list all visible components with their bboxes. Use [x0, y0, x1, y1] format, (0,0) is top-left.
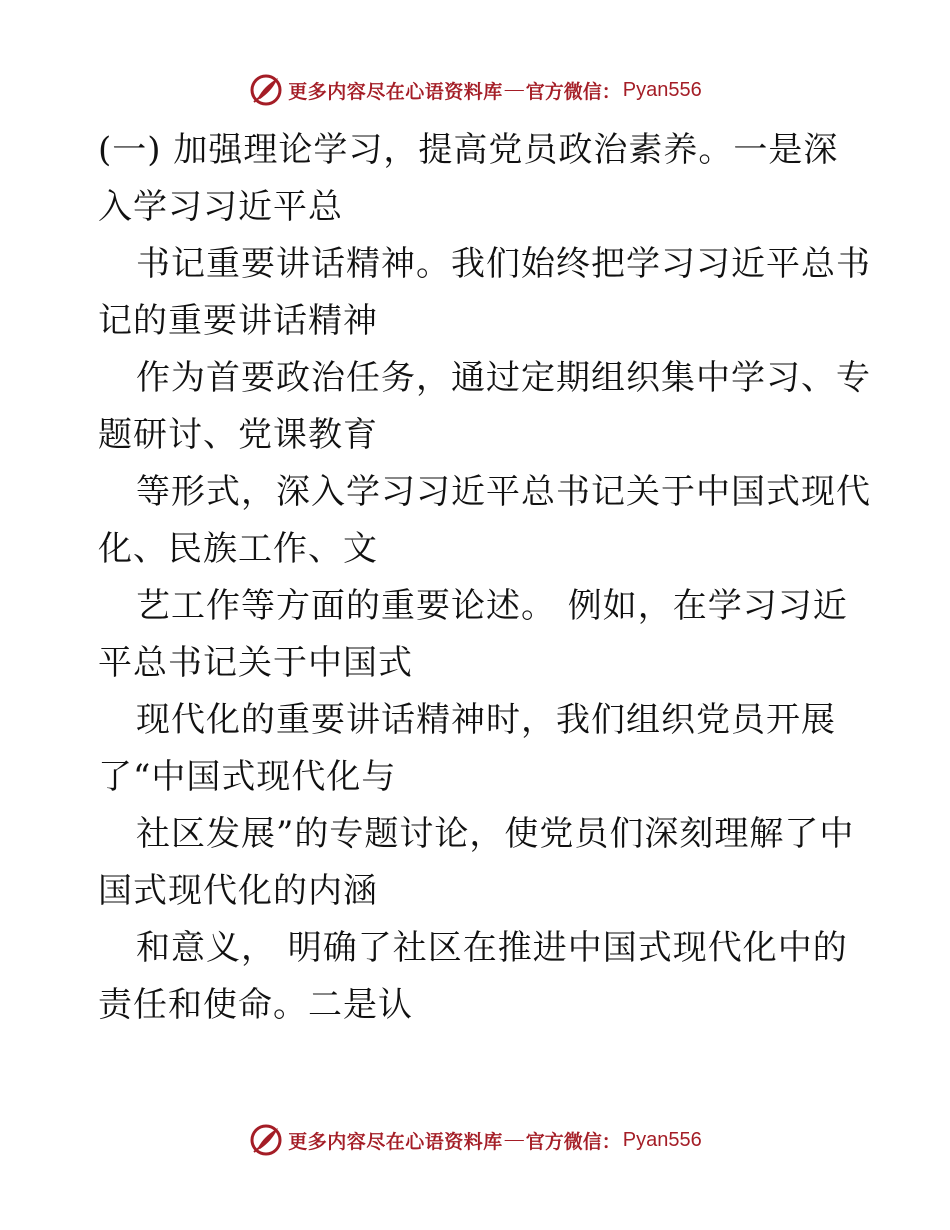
text-line: 作为首要政治任务，通过定期组织集中学习、专	[136, 358, 871, 398]
footer-banner	[0, 1120, 950, 1160]
footer-banner-id: Pyan556	[622, 1128, 702, 1151]
text-line: 化、民族工作、文	[98, 529, 378, 569]
text-line: 平总书记关于中国式	[98, 643, 413, 683]
text-line: 国式现代化的内涵	[98, 871, 378, 911]
text-line: 记的重要讲话精神	[98, 301, 378, 341]
text-line: 责任和使命。二是认	[98, 985, 413, 1025]
text-line: 社区发展”的专题讨论，使党员们深刻理解了中	[136, 814, 855, 854]
footer-banner-wechat: 官方微信：	[525, 1130, 621, 1153]
quill-pen-logo-icon	[248, 72, 284, 108]
header-banner-id: Pyan556	[622, 78, 702, 101]
text-line: 题研讨、党课教育	[98, 415, 378, 455]
header-banner-wechat: 官方微信：	[525, 80, 621, 103]
body-text	[98, 122, 871, 1034]
text-line: 现代化的重要讲话精神时，我们组织党员开展	[136, 700, 836, 740]
footer-banner-label: 更多内容尽在心语资料库	[288, 1130, 503, 1153]
text-line: 和意义， 明确了社区在推进中国式现代化中的	[136, 928, 848, 968]
text-line: 艺工作等方面的重要论述。 例如，在学习习近	[136, 586, 848, 626]
text-line: 等形式，深入学习习近平总书记关于中国式现代	[136, 472, 871, 512]
header-banner-label: 更多内容尽在心语资料库	[288, 80, 503, 103]
header-banner-dash: —	[504, 79, 524, 100]
text-line: 入学习习近平总	[98, 187, 343, 227]
quill-pen-logo-icon	[248, 1122, 284, 1158]
text-line: 了“中国式现代化与	[98, 757, 397, 797]
header-banner	[0, 70, 950, 110]
text-line: 书记重要讲话精神。我们始终把学习习近平总书	[136, 244, 871, 284]
text-line: (一) 加强理论学习，提高党员政治素养。一是深	[98, 130, 839, 170]
footer-banner-dash: —	[504, 1129, 524, 1150]
